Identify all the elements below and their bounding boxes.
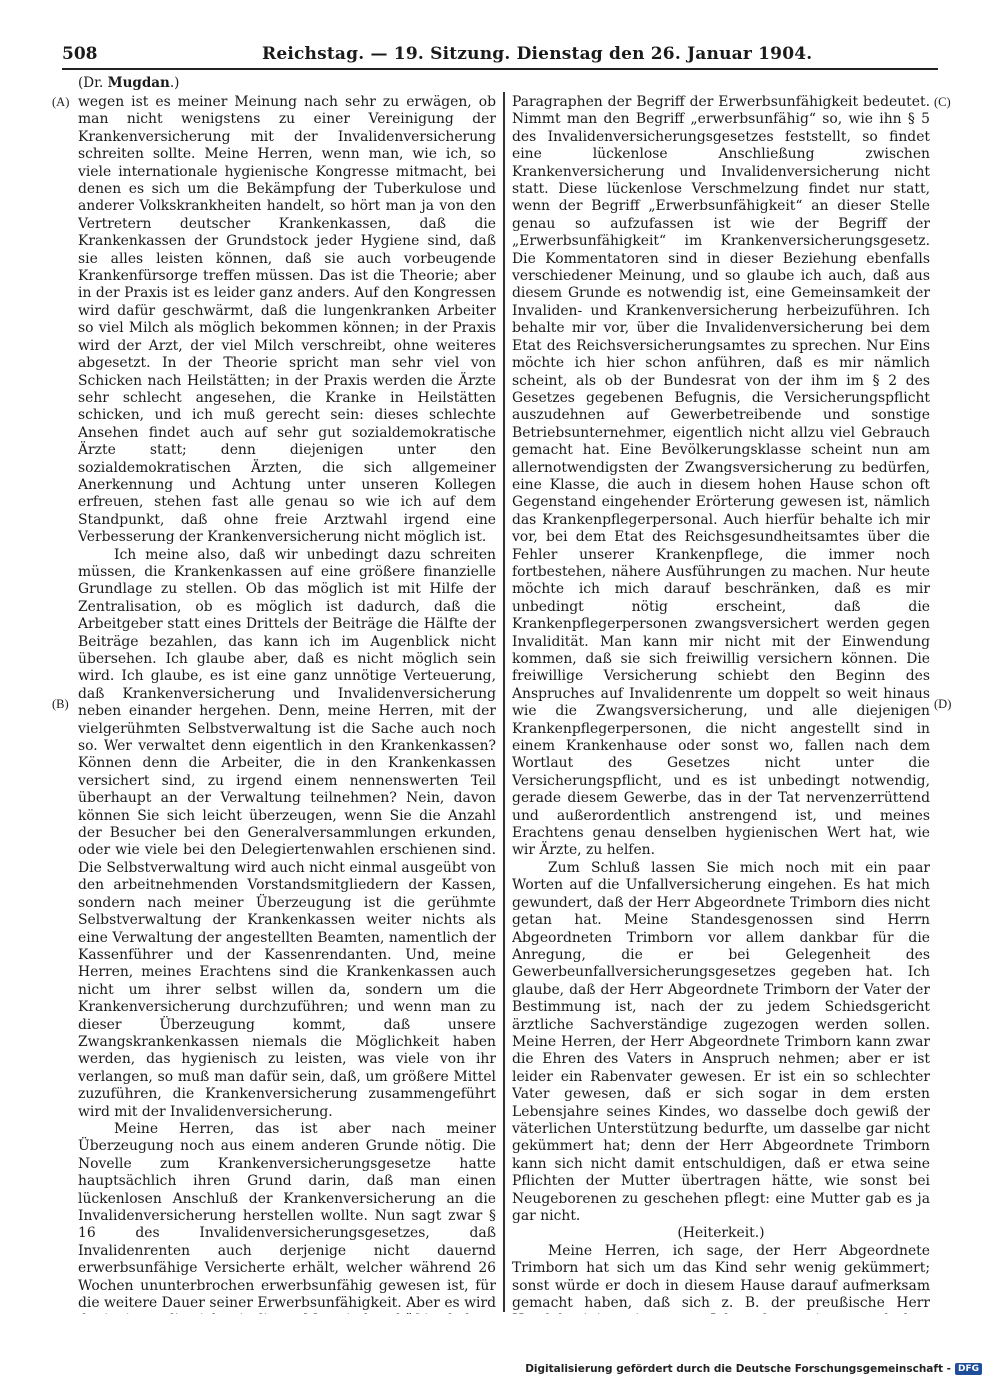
footer-credit xyxy=(525,1363,982,1375)
header-rule xyxy=(62,68,938,70)
margin-marker-d: (D) xyxy=(934,697,952,711)
margin-marker-c: (C) xyxy=(934,95,951,109)
paragraph: Zum Schluß lassen Sie mich noch mit ein paar Worten auf die Unfallversicherung eingehen. Es hat mich gewundert, daß der Herr Abgeordnete Trimborn dies nicht getan hat. Meine Standesgenossen sind Herrn Abgeordneten Trimborn vor allem dankbar für die Anregung, die er bei Gelegenheit des Gewerbeunfallversicherungsgesetzes gegeben hat. Ich glaube, daß der Herr Abgeordnete Trimborn der Vater der Bestimmung ist, nach der zu jedem Schiedsgericht ärztliche Sachverständige zugezogen werden sollen. Meine Herren, der Herr Abgeordnete Trimborn kann zwar die Ehren des Vaters in Anspruch nehmen; aber er ist leider ein Rabenvater gewesen. Er ist ein so schlechter Vater gewesen, daß er sich sogar in dem ersten Lebensjahre seines Kindes, wo dasselbe doch gewiß der väterlichen Unterstützung bedurfte, um dasselbe gar nicht gekümmert hat; denn der Herr Abgeordnete Trimborn kann sich nicht damit entschuldigen, daß er etwa seine Pflichten der Mutter übertragen hätte, wie sonst bei Neugeborenen zu geschehen pflegt: eine Mutter gab es ja gar nicht. xyxy=(512,859,930,1224)
speaker-name: Mugdan xyxy=(107,75,170,91)
margin-marker-a: (A) xyxy=(52,95,70,109)
footer-text: Digitalisierung gefördert durch die Deutsche Forschungsgemeinschaft - xyxy=(525,1363,951,1375)
right-column xyxy=(512,94,930,1314)
page-header xyxy=(62,44,938,68)
column-divider xyxy=(503,92,505,1312)
running-title: Reichstag. — 19. Sitzung. Dienstag den 26. Januar 1904. xyxy=(262,44,813,64)
speaker-suffix: .) xyxy=(169,75,180,91)
speaker-prefix: (Dr. xyxy=(78,75,108,91)
interjection: (Heiterkeit.) xyxy=(677,1225,765,1242)
dfg-logo: DFG xyxy=(955,1363,982,1375)
paragraph: Meine Herren, das ist aber nach meiner Überzeugung noch aus einem anderen Grunde nötig. Die Novelle zum Krankenversicherungsgesetze hatte hauptsächlich ihren Grund darin, daß man einen lückenlosen Anschluß der Krankenversicherung an die Invalidenversicherung herstellen wollte. Nun sagt zwar § 16 des Invalidenversicherungsgesetzes, daß Invalidenrenten auch derjenige nicht dauernd erwerbsunfähige Versicherte erhält, welcher während 26 Wochen ununterbrochen erwerbsunfähig gewesen ist, für die weitere Dauer seiner Erwerbsunfähigkeit. Aber es wird xyxy=(78,1120,496,1312)
left-column xyxy=(78,94,496,1314)
paragraph: wegen ist es meiner Meinung nach sehr zu erwägen, ob man nicht wenigstens zu einer Vereinigung der Krankenversicherung mit der Invalidenversicherung schreiten sollte. Meine Herren, wenn man, wie ich, so viele internationale hygienische Kongresse mitmacht, bei denen es sich um die Bekämpfung der Tuberkulose und anderer Volkskrankheiten handelt, so hört man ja von den Vertretern deutscher Krankenkassen, daß die Krankenkassen der Grundstock jeder Hygiene sind, daß sie alles leisten können, daß sie auch vorbeugende Krankenfürsorge treffen müssen. Das ist die Theorie; aber in der Praxis ist es leider ganz anders. Auf den Kongressen wird dafür geschwärmt, daß die lungenkranken Arbeiter so viel Milch als möglich bekommen können; in der Praxis wird der Arzt, der viel Milch verschreibt, ohne weiteres abgesetzt. In der Theorie spricht man sehr viel von Schicken nach Heilstätten; in der Praxis werden die Ärzte sehr schlecht angesehen, die Kranke in Heilstätten schicken, und ich muß gerecht sein: dieses schlechte Ansehen findet auch auf sehr gut sozialdemokratische Ärzte statt; denn diejenigen unter den sozialdemokratischen Ärzten, die sich allgemeiner Anerkennung und Achtung unter unseren Kollegen erfreuen, stehen fast alle genau so wie ich auf dem Standpunkt, daß ohne freie Arztwahl irgend eine Verbesserung der Krankenversicherung nicht möglich ist. xyxy=(78,94,496,546)
paragraph: Meine Herren, ich sage, der Herr Abgeordnete Trimborn hat sich um das Kind sehr wenig gekümmert; sonst würde er doch in diesem Hause darauf aufmerksam gemacht haben, daß sich z. B. der preußische Herr xyxy=(512,1242,930,1312)
paragraph: Paragraphen der Begriff der Erwerbsunfähigkeit bedeutet. Nimmt man den Begriff „erwerbsunfähig“ so, wie ihn § 5 des Invalidenversicherungsgesetzes feststellt, so findet eine lückenlose Anschließung zwischen Krankenversicherung und Invalidenversicherung nicht statt. Diese lückenlose Verschmelzung findet nur statt, wenn der Begriff „Erwerbsunfähigkeit“ an dieser Stelle genau so aufzufassen ist wie der Begriff der „Erwerbsunfähigkeit“ im Krankenversicherungsgesetz. Die Kommentatoren sind in dieser Beziehung ebenfalls verschiedener Meinung, und so glaube ich auch, daß aus diesem Grunde es notwendig ist, eine Gemeinsamkeit der Invaliden- und Krankenversicherung herbeizuführen. Ich behalte mir vor, über die Invalidenversicherung bei dem Etat des Reichsversicherungsamtes zu sprechen. Nur Eins möchte ich hier schon anführen, daß es mir nämlich scheint, als ob der Bundesrat von der ihm im § 2 des Gesetzes gegebenen Befugnis, die Versicherungspflicht auszudehnen auf Gewerbetreibende und sonstige Betriebsunternehmer, eigentlich nicht allzu viel Gebrauch gemacht hat. Eine Bevölkerungsklasse scheint nun am allernotwendigsten der Zwangsversicherung zu bedürfen, eine Klasse, die auch in diesem hohen Hause schon oft Gegenstand eingehender Erörterung gewesen ist, nämlich das Krankenpflegerpersonal. Auch hierfür behalte ich mir vor, bei dem Etat des Reichsgesundheitsamtes über die Fehler unserer Krankenpflege, die immer noch fortbestehen, nähere Ausführungen zu machen. Nur heute möchte ich mich darauf beschränken, daß es mir unbedingt nötig erscheint, daß die Krankenpflegerpersonen zwangsversichert werden gegen Invalidität. Man kann mir nicht mit der Einwendung kommen, daß sie sich freiwillig versichern können. Die freiwillige Versicherung schiebt den Beginn des Anspruches auf Invalidenrente um doppelt so weit hinaus wie die Zwangsversicherung, und alle diejenigen Krankenpflegerpersonen, die nicht angestellt sind in einem Krankenhause oder sonst wo, fallen nach dem Wortlaut des Gesetzes nicht unter die Versicherungspflicht, und es ist unbedingt notwendig, gerade diesem Gewerbe, das in der Tat nervenzerrüttend und außerordentlich anstrengend ist, und meines Erachtens genau denselben hygienischen Wert hat, wie wir Ärzte, zu helfen. xyxy=(512,94,930,859)
margin-marker-b: (B) xyxy=(52,697,69,711)
paragraph: Ich meine also, daß wir unbedingt dazu schreiten müssen, die Krankenkassen auf eine größere finanzielle Grundlage zu stellen. Ob das möglich ist mit Hilfe der Zentralisation, ob es möglich ist dadurch, daß die Arbeitgeber statt eines Drittels der Beiträge die Hälfte der Beiträge bezahlen, das kann ich im Augenblick nicht übersehen. Ich glaube aber, daß es nicht möglich sein wird. Ich glaube, es ist eine ganz unnötige Verteuerung, daß Krankenversicherung und Invalidenversicherung neben einander hergehen. Denn, meine Herren, mit der vielgerühmten Selbstverwaltung ist die Sache auch noch so. Wer verwaltet denn eigentlich in den Krankenkassen? Können denn die Arbeiter, die in den Krankenkassen versichert sind, zu irgend einem nennenswerten Teil überhaupt an der Verwaltung teilnehmen? Nein, davon können Sie sich leicht überzeugen, wenn Sie die Anzahl der Besucher bei den Generalversammlungen erkunden, oder wie viele bei den Delegiertenwahlen erschienen sind. Die Selbstverwaltung wird auch nicht einmal ausgeübt von den arbeitnehmenden Vorstandsmitgliedern der Kassen, sondern nach meiner Überzeugung ist die gerühmte Selbstverwaltung der Krankenkassen weiter nichts als eine Verwaltung der angestellten Beamten, namentlich der Kassenführer und der Kassenrendanten. Und, meine Herren, meines Erachtens sind die Krankenkassen auch nicht um ihrer selbst willen da, sondern um die Krankenversicherung durchzuführen; und wenn man zu dieser Überzeugung kommt, daß unsere Zwangskrankenkassen niemals die Möglichkeit haben werden, das hygienisch zu leisten, was viele von ihr verlangen, so muß man dafür sein, daß, um größere Mittel zuzuführen, die Krankenversicherung zusammengeführt wird mit der Invalidenversicherung. xyxy=(78,546,496,1120)
page-number: 508 xyxy=(62,44,98,64)
speaker-line xyxy=(78,75,179,91)
